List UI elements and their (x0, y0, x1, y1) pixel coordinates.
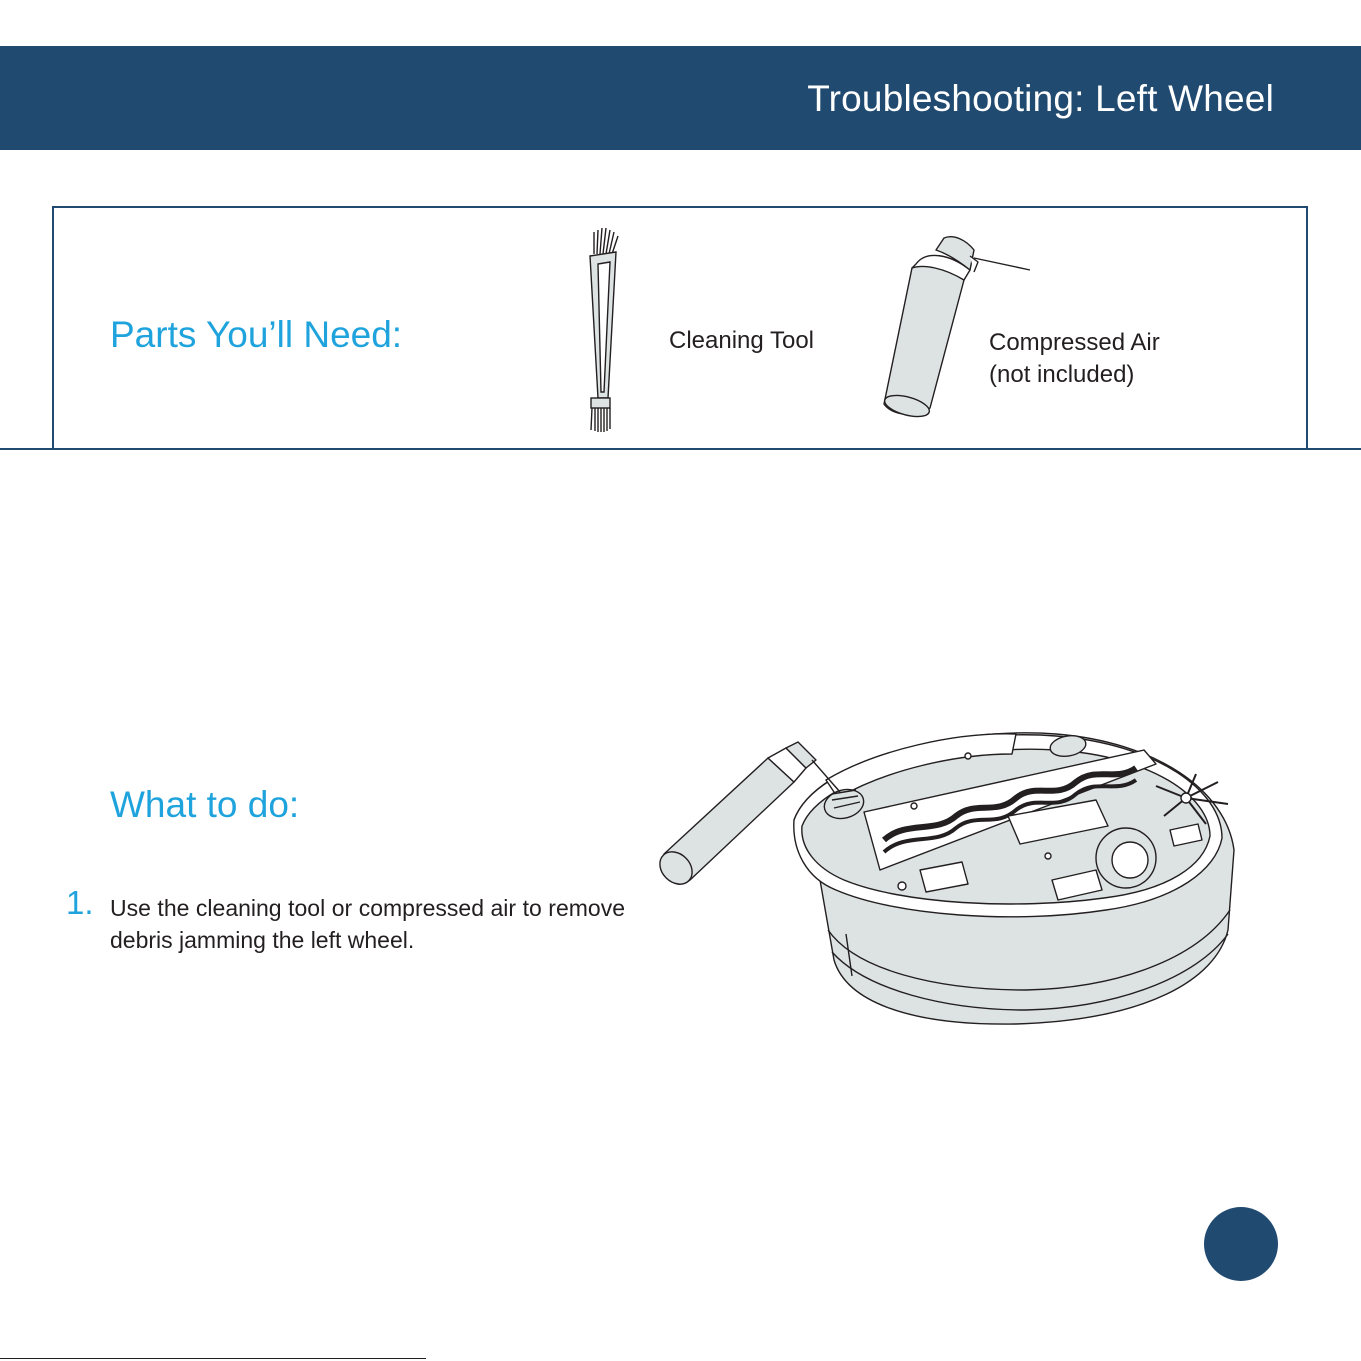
page-title: Troubleshooting: Left Wheel (807, 78, 1274, 119)
footer-rule (0, 1358, 426, 1359)
cleaning-tool-label: Cleaning Tool (669, 327, 814, 354)
step-text: Use the cleaning tool or compressed air to remove debris jamming the left wheel. (110, 895, 625, 953)
robot-vacuum-illustration (656, 720, 1246, 1040)
instructions-heading: What to do: (110, 784, 300, 825)
compressed-air-label-line1: Compressed Air (989, 329, 1160, 356)
page-number-badge (1204, 1207, 1278, 1281)
parts-divider (0, 448, 1361, 450)
cleaning-tool-illustration (576, 222, 632, 438)
step-number: 1. (66, 884, 94, 921)
compressed-air-label-line2: (not included) (989, 361, 1135, 388)
compressed-air-label (989, 327, 1160, 391)
parts-heading: Parts You’ll Need: (110, 314, 403, 355)
